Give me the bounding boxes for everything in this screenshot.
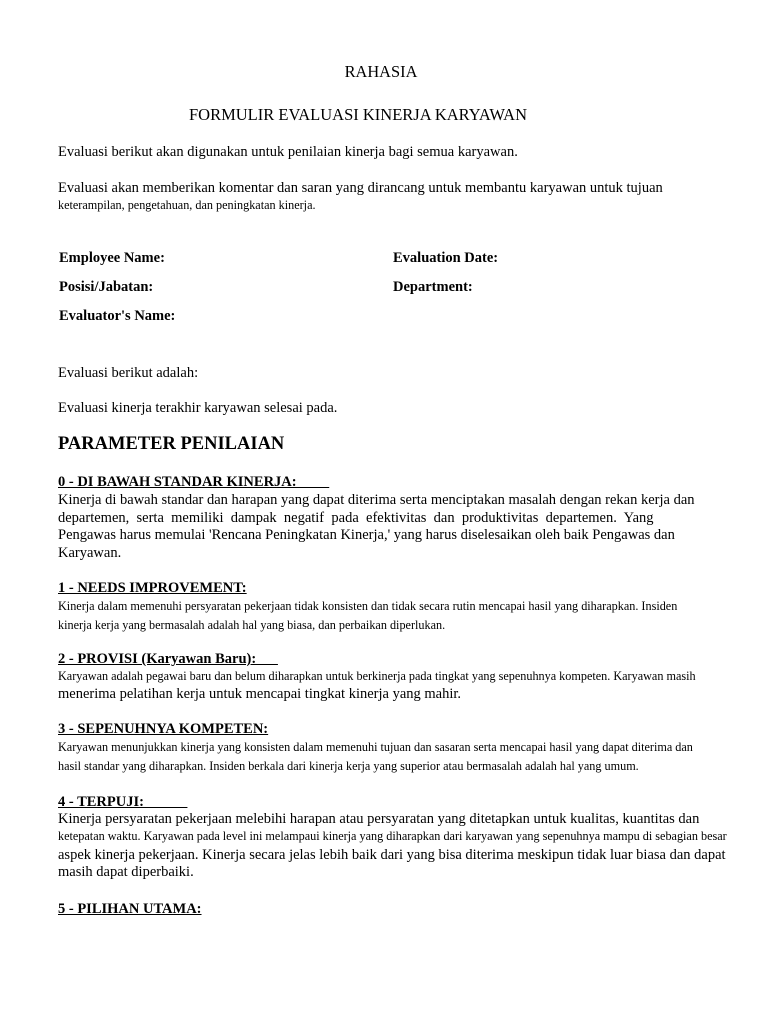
level-0-line-2: departemen, serta memiliki dampak negatif pada efektivitas dan produktivitas departemen. Yang [58,510,654,526]
level-1-line-2: kinerja kerja yang bermasalah adalah hal yang biasa, dan perbaikan diperlukan. [58,618,446,632]
level-1-heading: 1 - NEEDS IMPROVEMENT: [58,580,247,596]
parameters-heading: PARAMETER PENILAIAN [58,434,285,454]
level-0-line-1: Kinerja di bawah standar dan harapan yang dapat diterima serta menciptakan masalah dengan rekan kerja dan [58,492,695,508]
following-statement: Evaluasi berikut adalah: [58,365,199,381]
level-3-line-1: Karyawan menunjukkan kinerja yang konsisten dalam memenuhi tujuan dan sasaran serta mencapai hasil yang dapat diterima dan [58,740,693,754]
level-2-heading: 2 - PROVISI (Karyawan Baru): [58,651,278,667]
intro-line-2b: keterampilan, pengetahuan, dan peningkatan kinerja. [58,198,316,212]
employee-name-label: Employee Name: [59,250,165,266]
level-4-line-3: aspek kinerja pekerjaan. Kinerja secara jelas lebih baik dari yang bisa diterima meskipun tidak luar biasa dan dapat [58,847,726,863]
department-label: Department: [393,279,473,295]
level-4-line-2: ketepatan waktu. Karyawan pada level ini melampaui kinerja yang diharapkan dari karyawan yang sepenuhnya mampu di sebagian besar [58,829,727,843]
intro-line-2a: Evaluasi akan memberikan komentar dan saran yang dirancang untuk membantu karyawan untuk tujuan [58,180,663,196]
level-1-line-1: Kinerja dalam memenuhi persyaratan pekerjaan tidak konsisten dan tidak secara rutin mencapai hasil yang diharapkan. Insiden [58,599,678,613]
level-4-line-1: Kinerja persyaratan pekerjaan melebihi harapan atau persyaratan yang ditetapkan untuk kualitas, kuantitas dan [58,811,700,827]
level-0-line-3: Pengawas harus memulai 'Rencana Peningkatan Kinerja,' yang harus diselesaikan oleh baik Pengawas dan [58,527,675,543]
level-4-heading: 4 - TERPUJI: [58,794,188,810]
position-label: Posisi/Jabatan: [59,279,154,295]
level-0-heading: 0 - DI BAWAH STANDAR KINERJA: [58,474,330,490]
level-4-line-4: masih dapat diperbaiki. [58,864,194,880]
level-3-line-2: hasil standar yang diharapkan. Insiden berkala dari kinerja kerja yang superior atau bermasalah adalah hal yang umum. [58,759,639,773]
last-review-statement: Evaluasi kinerja terakhir karyawan selesai pada. [58,400,338,416]
level-5-heading: 5 - PILIHAN UTAMA: [58,901,202,917]
level-2-line-2: menerima pelatihan kerja untuk mencapai tingkat kinerja yang mahir. [58,686,462,702]
intro-line-1: Evaluasi berikut akan digunakan untuk penilaian kinerja bagi semua karyawan. [58,144,518,160]
level-3-heading: 3 - SEPENUHNYA KOMPETEN: [58,721,269,737]
form-title: FORMULIR EVALUASI KINERJA KARYAWAN [188,105,528,124]
confidential-label: RAHASIA [344,62,418,81]
evaluator-name-label: Evaluator's Name: [59,308,176,324]
level-0-line-4: Karyawan. [58,545,122,561]
level-2-line-1: Karyawan adalah pegawai baru dan belum diharapkan untuk berkinerja pada tingkat yang sepenuhnya kompeten. Karyawan masih [58,669,696,683]
evaluation-date-label: Evaluation Date: [393,250,499,266]
